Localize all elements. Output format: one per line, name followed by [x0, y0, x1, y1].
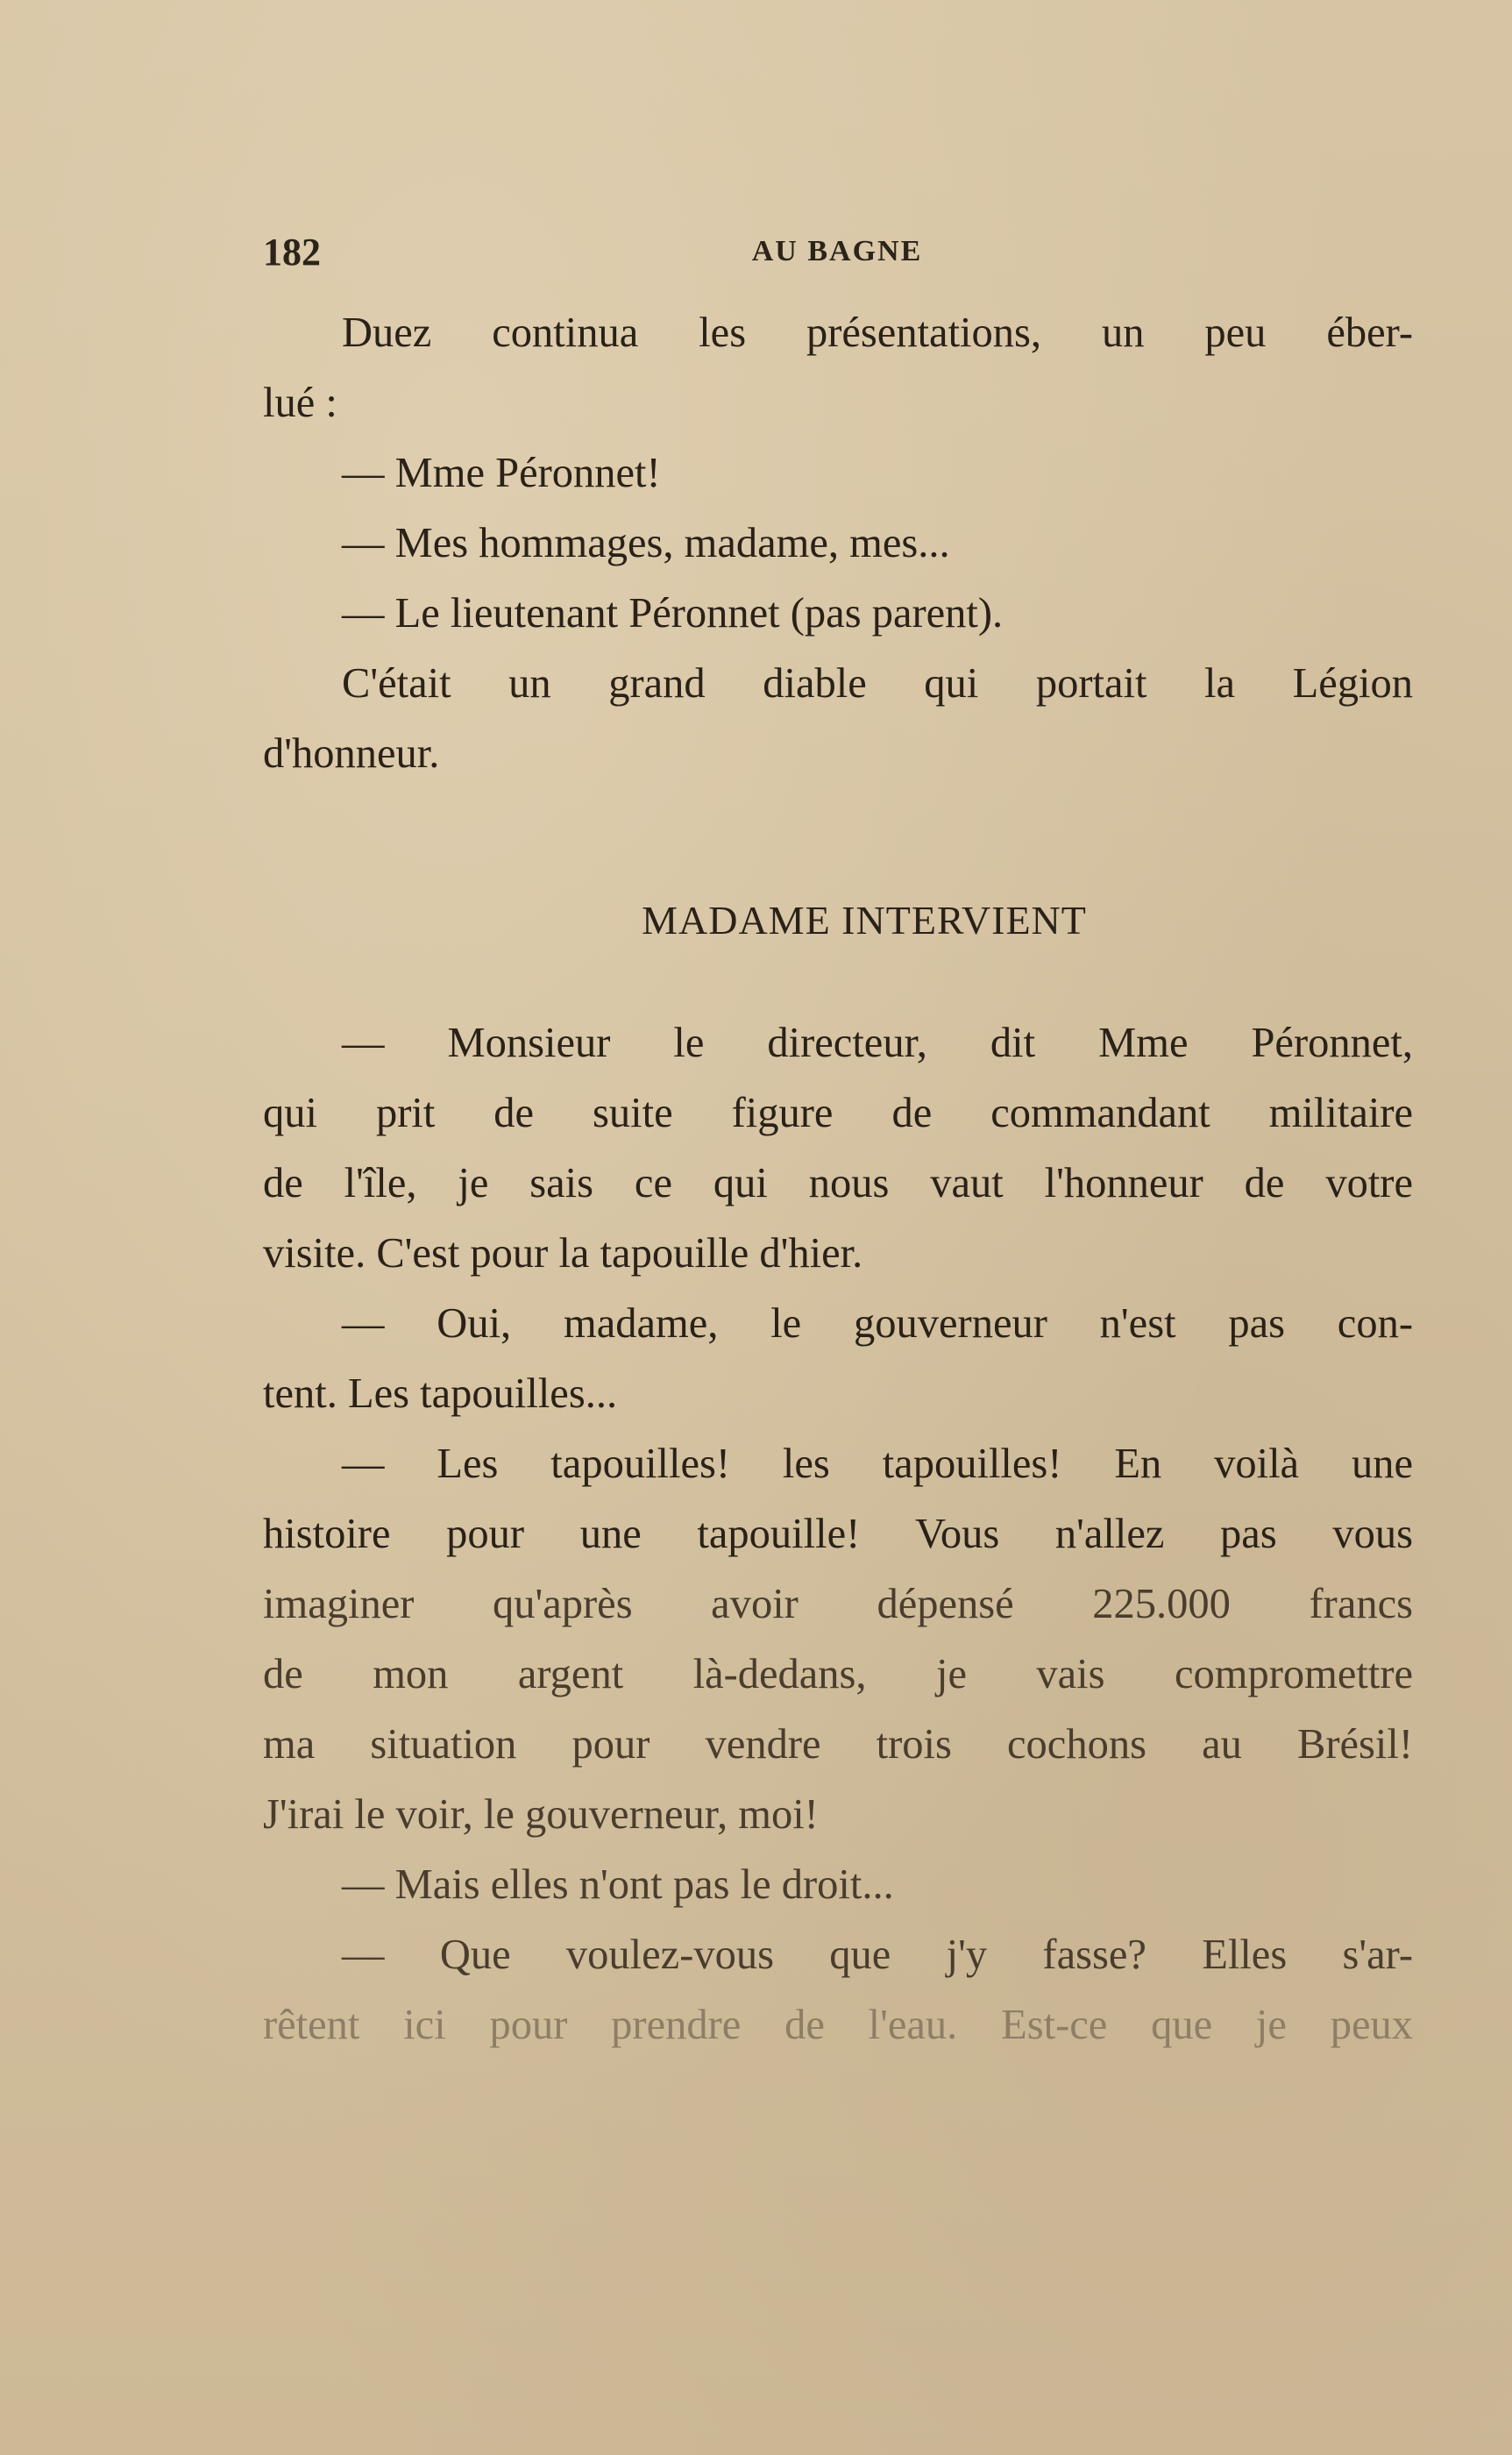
running-head: AU BAGNE — [751, 235, 923, 267]
text-line: imaginer qu'après avoir dépensé 225.000 francs — [263, 1581, 1413, 1627]
body-text — [263, 298, 1413, 2060]
text-line: — Que voulez-vous que j'y fasse? Elles s'ar- — [342, 1932, 1413, 1978]
page-number: 182 — [263, 231, 321, 274]
text-line: ma situation pour vendre trois cochons au Brésil! — [263, 1721, 1413, 1768]
text-line: d'honneur. — [263, 730, 440, 777]
text-line: — Mais elles n'ont pas le droit... — [342, 1861, 894, 1908]
text-line: — Mes hommages, madame, mes... — [342, 520, 950, 566]
text-line: — Les tapouilles! les tapouilles! En voilà une — [342, 1441, 1413, 1487]
text-line: tent. Les tapouilles... — [263, 1370, 618, 1417]
text-line: qui prit de suite figure de commandant militaire — [263, 1090, 1413, 1136]
section-spacer — [263, 789, 1413, 886]
text-line: histoire pour une tapouille! Vous n'allez pas vous — [263, 1511, 1413, 1557]
page-header — [263, 230, 1411, 282]
text-line: J'irai le voir, le gouverneur, moi! — [263, 1791, 819, 1838]
title-spacer — [263, 956, 1413, 1008]
section-title: MADAME INTERVIENT — [642, 898, 1087, 943]
text-line: de l'île, je sais ce qui nous vaut l'honneur de votre — [263, 1160, 1413, 1206]
text-line: visite. C'est pour la tapouille d'hier. — [263, 1230, 863, 1277]
text-line: — Oui, madame, le gouverneur n'est pas con- — [342, 1300, 1413, 1347]
text-line: lué : — [263, 380, 337, 426]
text-line: de mon argent là-dedans, je vais compromettre — [263, 1651, 1413, 1697]
text-line: Duez continua les présentations, un peu éber- — [342, 310, 1413, 356]
text-line: rêtent ici pour prendre de l'eau. Est-ce que je peux — [263, 2002, 1413, 2048]
text-line: — Mme Péronnet! — [342, 450, 661, 496]
text-line: — Le lieutenant Péronnet (pas parent). — [342, 590, 1004, 637]
text-line: — Monsieur le directeur, dit Mme Péronnet, — [342, 1020, 1413, 1066]
text-line: C'était un grand diable qui portait la Légion — [342, 660, 1413, 707]
